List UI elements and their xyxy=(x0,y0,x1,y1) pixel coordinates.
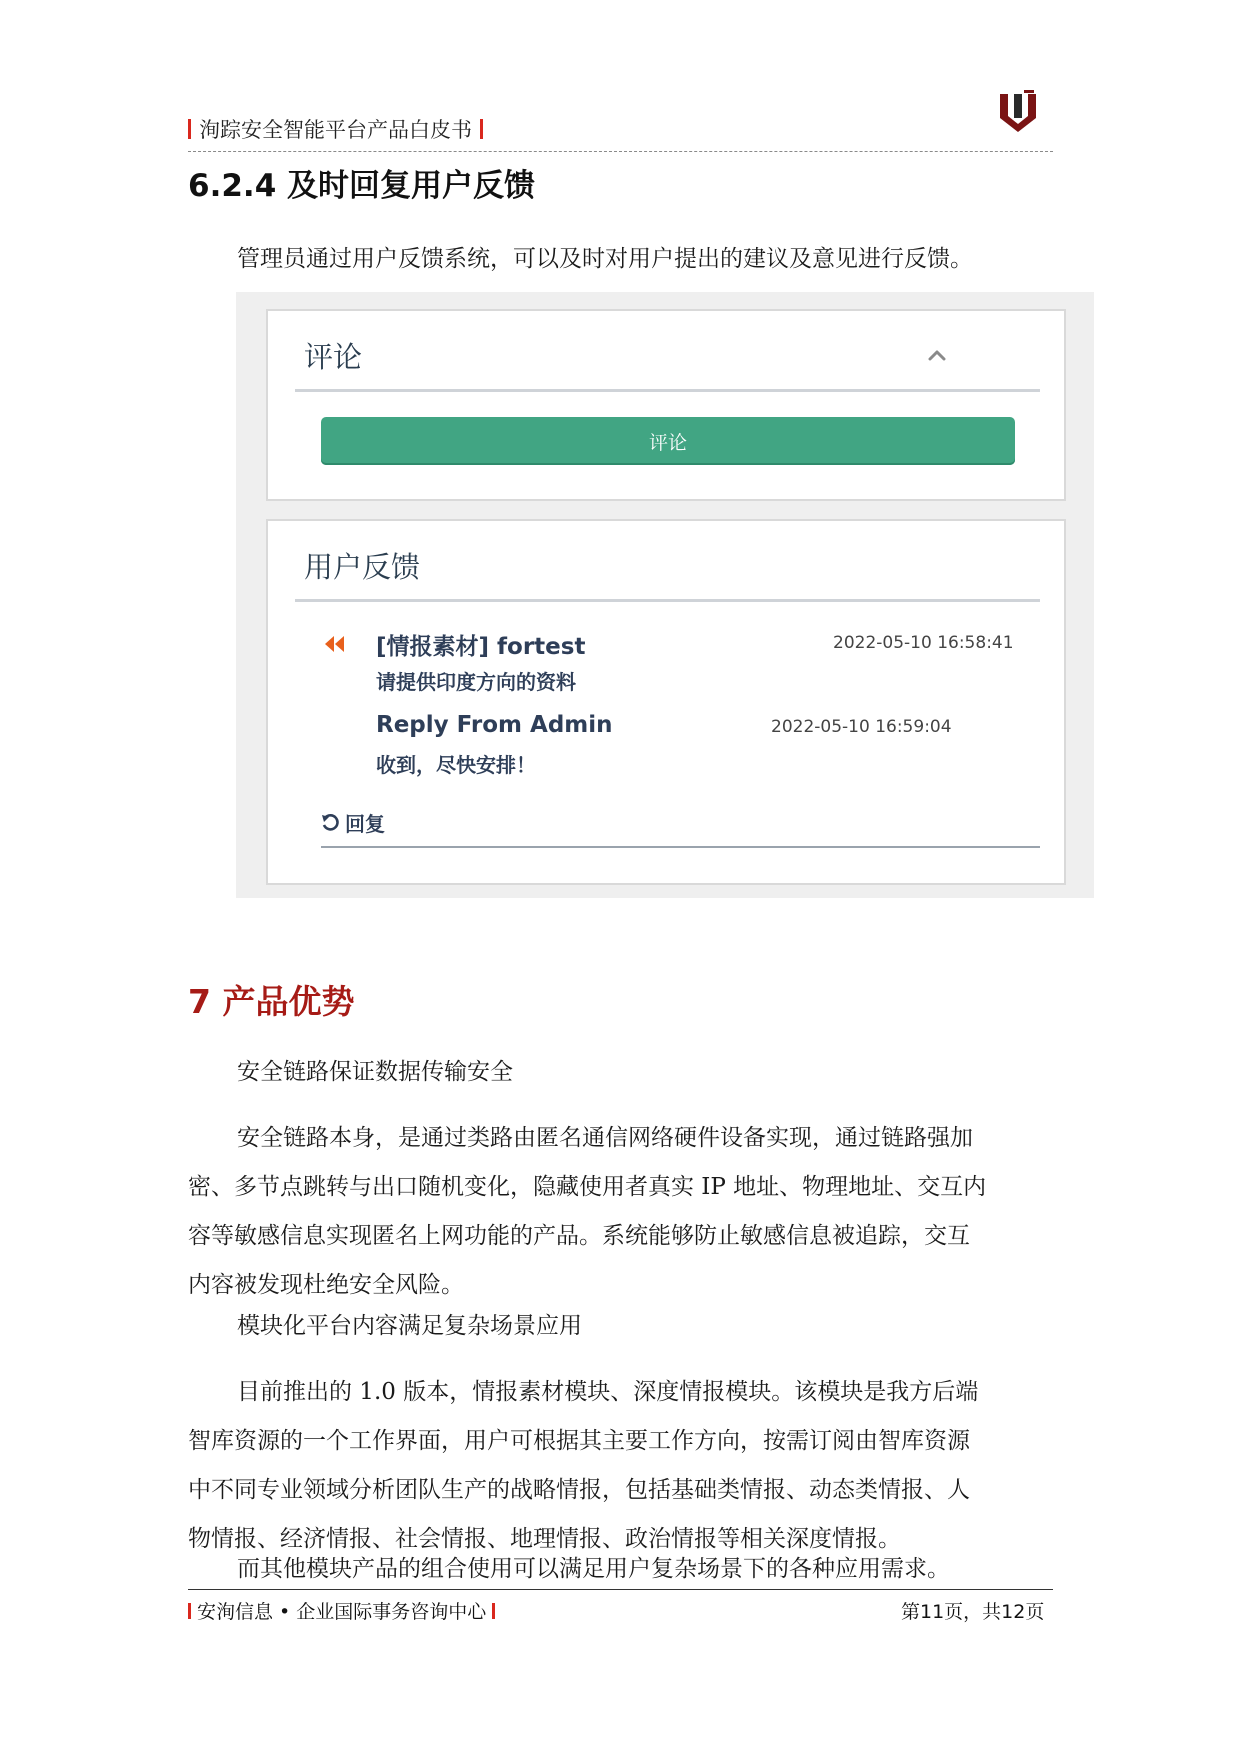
subheading-modular-platform: 模块化平台内容满足复杂场景应用 xyxy=(237,1313,582,1339)
feedback-card-title: 用户反馈 xyxy=(304,550,421,584)
undo-icon xyxy=(321,814,339,832)
footer-left xyxy=(188,1597,495,1624)
chevron-up-icon[interactable] xyxy=(928,349,946,361)
comment-card xyxy=(266,309,1066,501)
reply-message: 收到，尽快安排！ xyxy=(376,753,536,777)
document-header-title xyxy=(188,114,483,144)
section-intro: 管理员通过用户反馈系统，可以及时对用户提出的建议及意见进行反馈。 xyxy=(237,246,973,272)
subheading-secure-link: 安全链路保证数据传输安全 xyxy=(237,1059,513,1085)
feedback-subject[interactable]: [情报素材] fortest xyxy=(376,634,586,660)
paragraph-line: 容等敏感信息实现匿名上网功能的产品。系统能够防止敏感信息被追踪，交互 xyxy=(188,1223,970,1249)
feedback-screenshot xyxy=(236,292,1094,898)
paragraph-modular-platform xyxy=(188,1368,1053,1564)
header-divider xyxy=(188,151,1053,152)
feedback-timestamp: 2022-05-10 16:58:41 xyxy=(833,633,1014,653)
footer-accent-bar xyxy=(492,1603,495,1619)
reply-button-label: 回复 xyxy=(345,812,385,836)
footer-divider xyxy=(188,1589,1053,1590)
double-arrow-left-icon xyxy=(323,634,347,654)
paragraph-line: 内容被发现杜绝安全风险。 xyxy=(188,1272,464,1298)
paragraph-secure-link xyxy=(188,1114,1053,1310)
feedback-card-divider xyxy=(295,599,1040,602)
paragraph-line: 中不同专业领域分析团队生产的战略情报，包括基础类情报、动态类情报、人 xyxy=(188,1477,970,1503)
reply-timestamp: 2022-05-10 16:59:04 xyxy=(771,717,952,737)
paragraph-line: 安全链路本身，是通过类路由匿名通信网络硬件设备实现，通过链路强加 xyxy=(237,1125,973,1151)
comment-card-title: 评论 xyxy=(304,340,363,374)
paragraph-line: 物情报、经济情报、社会情报、地理情报、政治情报等相关深度情报。 xyxy=(188,1526,901,1552)
feedback-card xyxy=(266,519,1066,885)
header-accent-bar xyxy=(480,119,483,139)
paragraph-line: 密、多节点跳转与出口随机变化，隐藏使用者真实 IP 地址、物理地址、交互内 xyxy=(188,1174,987,1200)
footer-left-text: 安洵信息 • 企业国际事务咨询中心 xyxy=(197,1601,487,1623)
header-accent-bar xyxy=(188,119,191,139)
comment-card-divider xyxy=(295,389,1040,392)
company-logo-icon xyxy=(994,88,1042,136)
reply-divider xyxy=(321,846,1040,848)
reply-author: Reply From Admin xyxy=(376,712,613,738)
comment-button[interactable]: 评论 xyxy=(321,417,1015,465)
footer-accent-bar xyxy=(188,1603,191,1619)
section-heading: 6.2.4 及时回复用户反馈 xyxy=(188,168,536,204)
header-title-text: 洵踪安全智能平台产品白皮书 xyxy=(199,118,472,142)
paragraph-combination: 而其他模块产品的组合使用可以满足用户复杂场景下的各种应用需求。 xyxy=(237,1556,950,1582)
chapter-heading: 7 产品优势 xyxy=(188,982,355,1021)
paragraph-line: 目前推出的 1.0 版本，情报素材模块、深度情报模块。该模块是我方后端 xyxy=(237,1379,979,1405)
feedback-message: 请提供印度方向的资料 xyxy=(376,670,576,694)
paragraph-line: 智库资源的一个工作界面，用户可根据其主要工作方向，按需订阅由智库资源 xyxy=(188,1428,970,1454)
reply-button[interactable] xyxy=(321,808,385,837)
page-number: 第11页，共12页 xyxy=(901,1601,1045,1623)
